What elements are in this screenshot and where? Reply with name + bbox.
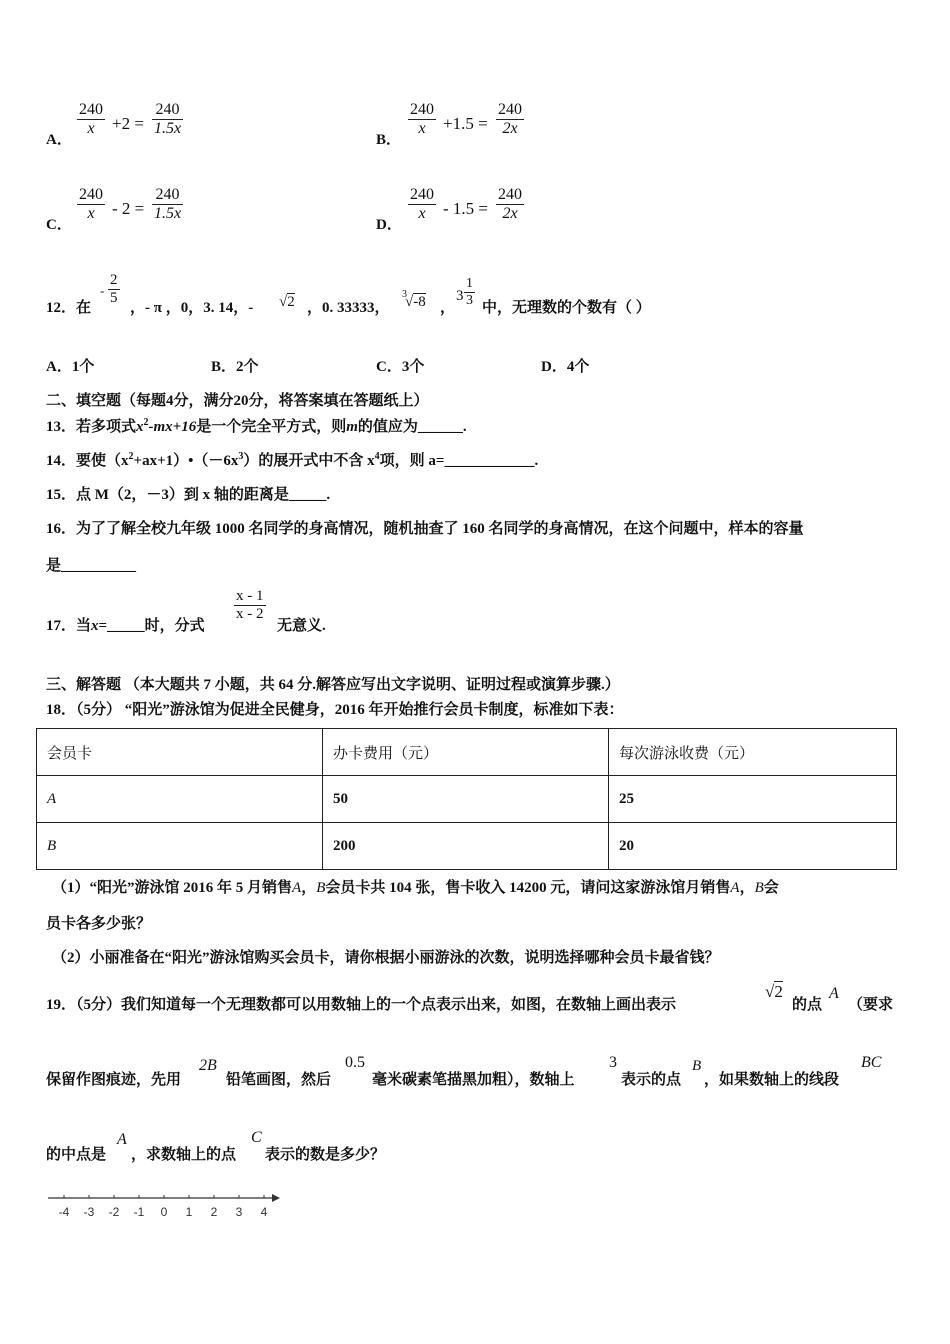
table-cell: 20 bbox=[609, 823, 897, 870]
question-18-part2: （2）小丽准备在“阳光”游泳馆购买会员卡，请你根据小丽游泳的次数，说明选择哪种会员卡最省钱？ bbox=[52, 950, 720, 966]
table-header: 每次游泳收费（元） bbox=[609, 729, 897, 776]
question-16-line1: 16．为了了解全校九年级 1000 名同学的身高情况，随机抽查了 160 名同学的身高情况，在这个问题中，样本的容量 bbox=[46, 521, 804, 537]
question-18-part1: （1）“阳光”游泳馆 2016 年 5 月销售A，B会员卡共 104 张，售卡收入 14200 元，请问这家游泳馆月销售A，B会 bbox=[52, 880, 779, 896]
question-13: 13．若多项式$x^2-mx+16$是一个完全平方式，则m的值应为______. bbox=[46, 417, 467, 435]
section-heading-solve: 三、解答题 （本大题共 7 小题，共 64 分.解答应写出文字说明、证明过程或演算步骤.） bbox=[46, 677, 620, 693]
option-label: B． bbox=[376, 132, 402, 148]
table-header: 办卡费用（元） bbox=[323, 729, 609, 776]
sqrt-expr: √2 bbox=[279, 294, 295, 310]
tick-label: 0 bbox=[160, 1205, 168, 1219]
question-14: 14．要使$(x^2+ax+1)•(-6x^3)$的展开式中不含 $x^4$项，则 a=____________. bbox=[46, 451, 539, 469]
tick-label: -2 bbox=[108, 1205, 120, 1219]
option-label: D． bbox=[376, 217, 402, 233]
fraction: $\frac{x - 1}{x - 2}$ bbox=[236, 588, 264, 622]
fraction: $\frac{240}{2x}$ bbox=[498, 186, 522, 222]
fraction: $\frac{240}{x}$ bbox=[410, 186, 434, 222]
arrow-head bbox=[272, 1194, 280, 1202]
fraction: $\frac{240}{1.5x}$ bbox=[154, 186, 182, 222]
membership-table bbox=[36, 728, 897, 870]
question-15: 15．点 M（2，－3）到 x 轴的距离是_____. bbox=[46, 487, 331, 503]
fraction: $\frac{240}{1.5x}$ bbox=[154, 101, 182, 137]
number-line bbox=[46, 1190, 286, 1226]
tick-label: -3 bbox=[83, 1205, 95, 1219]
option-c: C．3个 bbox=[376, 359, 425, 375]
table-cell: 200 bbox=[323, 823, 609, 870]
fraction: $\frac{2}{5}$ bbox=[110, 272, 118, 306]
question-16-line2: 是__________ bbox=[46, 558, 137, 574]
fraction: $\frac{240}{2x}$ bbox=[498, 101, 522, 137]
fraction: $\frac{240}{x}$ bbox=[79, 186, 103, 222]
table-cell: 50 bbox=[323, 776, 609, 823]
option-a: A．1个 bbox=[46, 359, 95, 375]
sqrt-expr: √2 bbox=[765, 982, 783, 1001]
table-row bbox=[37, 823, 897, 870]
tick-label: 2 bbox=[210, 1205, 218, 1219]
table-row bbox=[37, 776, 897, 823]
tick-label: 4 bbox=[260, 1205, 268, 1219]
table-cell: 25 bbox=[609, 776, 897, 823]
option-label: C． bbox=[46, 217, 72, 233]
table-cell: B bbox=[37, 823, 323, 870]
option-label: A． bbox=[46, 132, 72, 148]
tick-label: 1 bbox=[185, 1205, 193, 1219]
option-d: D．4个 bbox=[541, 359, 590, 375]
fraction: $\frac{1}{3}$ bbox=[466, 276, 473, 308]
table-header: 会员卡 bbox=[37, 729, 323, 776]
option-b: B．2个 bbox=[211, 359, 259, 375]
tick-label: -1 bbox=[133, 1205, 145, 1219]
fraction: $\frac{240}{x}$ bbox=[79, 101, 103, 137]
question-18-part1-cont: 员卡各多少张？ bbox=[46, 916, 152, 932]
section-heading-fill-blank: 二、填空题（每题4分，满分20分，将答案填在答题纸上） bbox=[46, 393, 429, 409]
cbrt-expr: √-8 bbox=[405, 294, 426, 310]
tick-label: 3 bbox=[235, 1205, 243, 1219]
table-header-row bbox=[37, 729, 897, 776]
table-cell: A bbox=[37, 776, 323, 823]
tick-label: -4 bbox=[58, 1205, 70, 1219]
fraction: $\frac{240}{x}$ bbox=[410, 101, 434, 137]
question-18: 18．（5分） “阳光”游泳馆为促进全民健身，2016 年开始推行会员卡制度，标准如下表： bbox=[46, 702, 624, 718]
